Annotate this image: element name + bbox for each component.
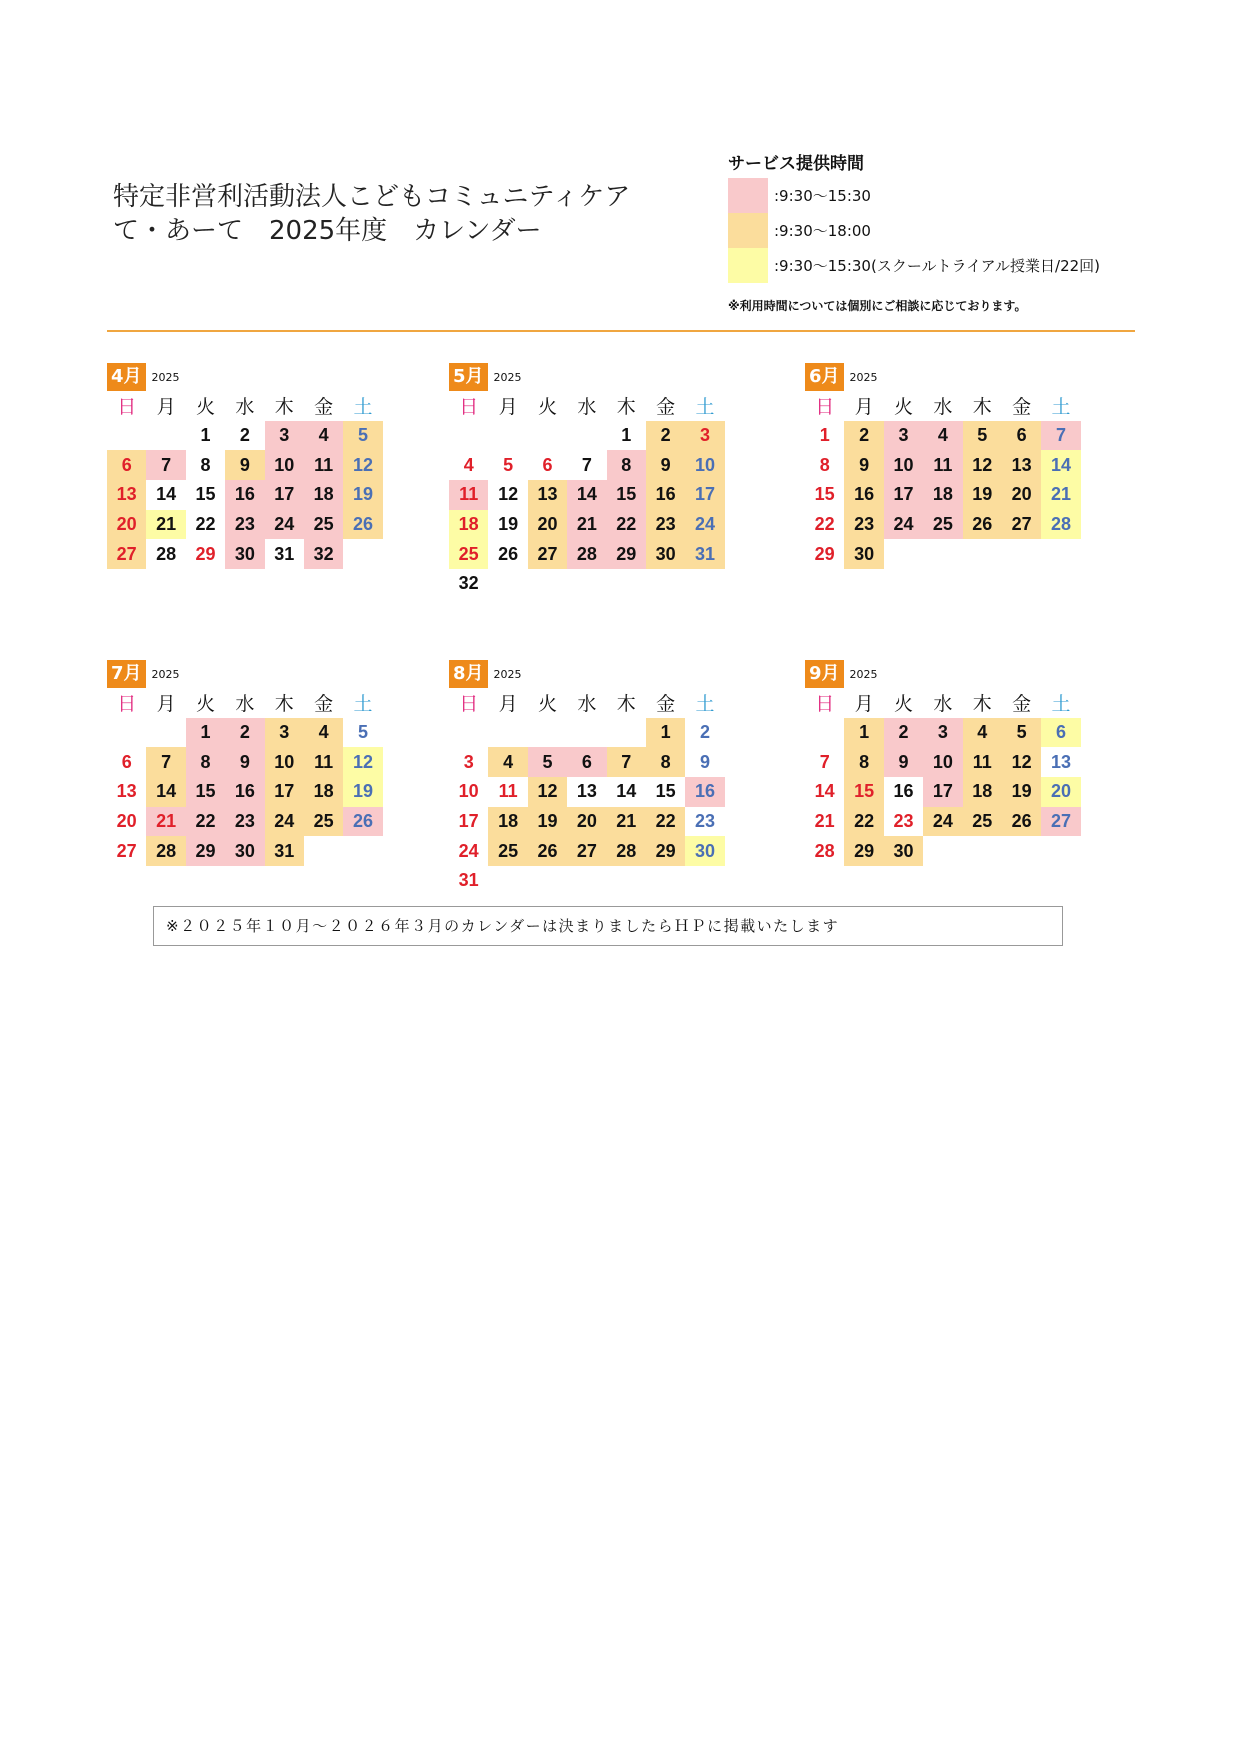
day-cell: 3 [463,751,474,772]
day-cell: 2 [884,718,923,748]
day-cell: 16 [893,781,914,802]
day-cell: 14 [156,484,177,505]
month-label: 5月 [449,363,488,391]
day-cell: 15 [186,777,225,807]
day-cell: 9 [884,747,923,777]
weekday-header: 火 [893,396,913,419]
day-cell: 26 [343,510,382,540]
day-cell: 18 [488,807,527,837]
day-cell: 10 [685,450,724,480]
day-cell: 18 [304,480,343,510]
day-cell: 31 [458,870,479,891]
day-cell: 1 [186,718,225,748]
day-cell: 16 [646,480,685,510]
day-cell: 12 [498,484,519,505]
day-cell: 12 [343,747,382,777]
weekday-header: 日 [117,396,137,419]
day-cell: 8 [607,450,646,480]
weekday-header: 水 [577,693,597,716]
day-cell: 17 [458,811,479,832]
day-cell: 9 [225,747,264,777]
calendar-grid [107,688,377,866]
weekday-header: 月 [854,396,874,419]
month-september [805,660,1075,866]
empty-cell [488,718,527,748]
empty-cell [488,421,527,451]
day-cell: 10 [458,781,479,802]
weekday-header: 金 [314,693,334,716]
empty-cell [528,421,567,451]
month-header [449,363,719,391]
empty-cell [607,718,646,748]
weekday-header: 金 [656,396,676,419]
day-cell: 32 [304,539,343,569]
day-cell: 8 [819,454,830,475]
day-cell: 13 [1002,450,1041,480]
weekday-header: 水 [577,396,597,419]
day-cell: 11 [449,480,488,510]
weekday-header: 木 [972,396,992,419]
day-cell: 29 [646,836,685,866]
legend-swatch-pink [728,178,768,213]
day-cell: 26 [1002,807,1041,837]
weekday-header: 日 [815,396,835,419]
day-cell: 16 [844,480,883,510]
weekday-header: 土 [695,396,715,419]
day-cell: 22 [195,514,216,535]
weekday-header: 火 [537,693,557,716]
month-july [107,660,377,866]
day-cell: 13 [116,781,137,802]
legend-heading: サービス提供時間 [728,154,864,174]
day-cell: 10 [265,747,304,777]
day-cell: 19 [343,480,382,510]
empty-cell [449,718,488,748]
weekday-header: 金 [656,693,676,716]
month-year: 2025 [493,668,522,681]
day-cell: 12 [963,450,1002,480]
day-cell: 15 [655,781,676,802]
day-cell: 9 [844,450,883,480]
month-label: 8月 [449,660,488,688]
day-cell: 30 [844,539,883,569]
weekday-header: 木 [274,396,294,419]
calendar-grid [805,391,1075,569]
day-cell: 8 [646,747,685,777]
day-cell: 2 [239,425,250,446]
day-cell: 21 [607,807,646,837]
day-cell: 21 [146,510,185,540]
day-cell: 14 [146,777,185,807]
month-may [449,363,719,599]
day-cell: 15 [195,484,216,505]
day-cell: 29 [607,539,646,569]
weekday-header: 土 [1051,396,1071,419]
weekday-header: 日 [815,693,835,716]
weekday-header: 土 [695,693,715,716]
day-cell: 29 [844,836,883,866]
month-june [805,363,1075,569]
day-cell: 18 [923,480,962,510]
day-cell: 29 [195,543,216,564]
weekday-header: 日 [117,693,137,716]
day-cell: 23 [893,811,914,832]
weekday-header: 月 [498,693,518,716]
empty-cell [449,421,488,451]
weekday-header: 木 [274,693,294,716]
day-cell: 24 [923,807,962,837]
month-header [107,660,377,688]
day-cell: 5 [1002,718,1041,748]
day-cell: 3 [685,421,724,451]
day-cell: 1 [819,425,830,446]
day-cell: 19 [343,777,382,807]
legend-row-pink [728,178,1148,213]
weekday-header: 土 [353,396,373,419]
day-cell: 5 [963,421,1002,451]
day-cell: 24 [265,510,304,540]
day-cell: 29 [186,836,225,866]
day-cell: 27 [107,539,146,569]
day-cell: 27 [1041,807,1080,837]
month-header [107,363,377,391]
month-april [107,363,377,569]
day-cell: 2 [646,421,685,451]
weekday-header: 火 [195,693,215,716]
weekday-header: 木 [616,396,636,419]
day-cell: 18 [449,510,488,540]
day-cell: 31 [274,543,295,564]
calendar-grid [805,688,1075,866]
day-cell: 6 [567,747,606,777]
day-cell: 9 [646,450,685,480]
day-cell: 25 [963,807,1002,837]
day-cell: 21 [146,807,185,837]
day-cell: 25 [488,836,527,866]
legend-text-orange: :9:30～18:00 [774,222,871,240]
day-cell: 21 [814,811,835,832]
weekday-header: 金 [1012,396,1032,419]
day-cell: 23 [646,510,685,540]
day-cell: 15 [814,484,835,505]
weekday-header: 水 [933,396,953,419]
day-cell: 6 [107,450,146,480]
day-cell: 20 [1002,480,1041,510]
day-cell: 3 [265,421,304,451]
day-cell: 12 [1002,747,1041,777]
day-cell: 1 [844,718,883,748]
day-cell: 17 [265,480,304,510]
day-cell: 18 [304,777,343,807]
day-cell: 24 [265,807,304,837]
empty-cell [107,421,146,451]
day-cell: 28 [156,543,177,564]
weekday-header: 水 [235,396,255,419]
day-cell: 11 [304,747,343,777]
month-year: 2025 [849,668,878,681]
weekday-header: 火 [893,693,913,716]
day-cell: 2 [225,718,264,748]
calendar-grid [449,688,719,896]
month-header [449,660,719,688]
weekday-header: 土 [353,693,373,716]
day-cell: 3 [923,718,962,748]
day-cell: 21 [567,510,606,540]
day-cell: 2 [700,722,711,743]
legend-swatch-orange [728,213,768,248]
day-cell: 25 [449,539,488,569]
weekday-header: 火 [537,396,557,419]
month-august [449,660,719,896]
day-cell: 28 [146,836,185,866]
day-cell: 11 [304,450,343,480]
weekday-header: 月 [156,693,176,716]
empty-cell [567,421,606,451]
weekday-header: 水 [933,693,953,716]
day-cell: 20 [567,807,606,837]
day-cell: 4 [488,747,527,777]
day-cell: 22 [814,514,835,535]
day-cell: 30 [884,836,923,866]
day-cell: 13 [528,480,567,510]
document-title [113,180,630,248]
day-cell: 25 [923,510,962,540]
day-cell: 4 [463,454,474,475]
day-cell: 20 [107,510,146,540]
month-year: 2025 [493,371,522,384]
day-cell: 5 [503,454,514,475]
day-cell: 10 [265,450,304,480]
calendar-grid [449,391,719,599]
day-cell: 1 [646,718,685,748]
legend-text-yellow: :9:30～15:30(スクールトライアル授業日/22回) [774,257,1101,275]
day-cell: 6 [121,751,132,772]
footer-note: ※２０２５年１０月～２０２６年３月のカレンダーは決まりましたらＨＰに掲載いたします [153,906,1063,946]
day-cell: 7 [819,751,830,772]
weekday-header: 木 [972,693,992,716]
day-cell: 29 [814,543,835,564]
empty-cell [107,718,146,748]
day-cell: 15 [844,777,883,807]
month-year: 2025 [151,668,180,681]
month-label: 9月 [805,660,844,688]
day-cell: 23 [225,510,264,540]
day-cell: 26 [498,543,519,564]
day-cell: 6 [1002,421,1041,451]
weekday-header: 月 [854,693,874,716]
weekday-header: 月 [498,396,518,419]
day-cell: 14 [567,480,606,510]
day-cell: 19 [963,480,1002,510]
day-cell: 31 [265,836,304,866]
title-line-2: て・あーて 2025年度 カレンダー [113,216,542,246]
day-cell: 28 [567,539,606,569]
month-label: 6月 [805,363,844,391]
day-cell: 10 [884,450,923,480]
day-cell: 18 [963,777,1002,807]
day-cell: 14 [616,781,637,802]
day-cell: 27 [1002,510,1041,540]
day-cell: 30 [225,539,264,569]
day-cell: 13 [1051,751,1072,772]
weekday-header: 日 [459,693,479,716]
day-cell: 22 [186,807,225,837]
day-cell: 26 [528,836,567,866]
day-cell: 9 [700,751,711,772]
day-cell: 8 [844,747,883,777]
day-cell: 12 [528,777,567,807]
day-cell: 7 [1041,421,1080,451]
day-cell: 28 [607,836,646,866]
month-label: 7月 [107,660,146,688]
day-cell: 4 [923,421,962,451]
day-cell: 11 [498,781,518,802]
day-cell: 4 [304,718,343,748]
day-cell: 19 [528,807,567,837]
day-cell: 20 [1041,777,1080,807]
weekday-header: 水 [235,693,255,716]
day-cell: 17 [685,480,724,510]
day-cell: 5 [528,747,567,777]
day-cell: 7 [581,454,592,475]
day-cell: 6 [542,454,553,475]
day-cell: 22 [646,807,685,837]
weekday-header: 日 [459,396,479,419]
weekday-header: 土 [1051,693,1071,716]
weekday-header: 木 [616,693,636,716]
day-cell: 16 [685,777,724,807]
title-line-1: 特定非営利活動法人こどもコミュニティケア [113,182,631,212]
day-cell: 27 [116,840,137,861]
day-cell: 7 [146,747,185,777]
day-cell: 19 [498,514,519,535]
day-cell: 22 [607,510,646,540]
day-cell: 20 [528,510,567,540]
legend-swatch-yellow [728,248,768,283]
day-cell: 13 [107,480,146,510]
day-cell: 27 [567,836,606,866]
month-header [805,660,1075,688]
calendar-grid [107,391,377,569]
month-year: 2025 [849,371,878,384]
header-divider [107,330,1135,332]
day-cell: 27 [528,539,567,569]
day-cell: 28 [1041,510,1080,540]
day-cell: 15 [607,480,646,510]
day-cell: 31 [685,539,724,569]
day-cell: 13 [576,781,597,802]
day-cell: 16 [225,480,264,510]
empty-cell [528,718,567,748]
day-cell: 20 [116,811,137,832]
weekday-header: 金 [314,396,334,419]
legend-row-yellow [728,248,1148,283]
day-cell: 24 [458,840,479,861]
day-cell: 22 [844,807,883,837]
weekday-header: 月 [156,396,176,419]
day-cell: 30 [646,539,685,569]
day-cell: 7 [607,747,646,777]
day-cell: 32 [458,573,479,594]
day-cell: 9 [225,450,264,480]
day-cell: 21 [1041,480,1080,510]
day-cell: 5 [343,421,382,451]
empty-cell [146,421,185,451]
weekday-header: 火 [195,396,215,419]
day-cell: 6 [1041,718,1080,748]
day-cell: 7 [146,450,185,480]
month-label: 4月 [107,363,146,391]
day-cell: 8 [186,747,225,777]
legend-row-orange [728,213,1148,248]
month-header [805,363,1075,391]
day-cell: 24 [685,510,724,540]
day-cell: 23 [225,807,264,837]
day-cell: 8 [200,454,211,475]
day-cell: 28 [814,840,835,861]
day-cell: 10 [923,747,962,777]
empty-cell [805,718,844,748]
day-cell: 11 [923,450,962,480]
day-cell: 24 [884,510,923,540]
day-cell: 23 [844,510,883,540]
legend-text-pink: :9:30～15:30 [774,187,871,205]
day-cell: 17 [265,777,304,807]
empty-cell [146,718,185,748]
day-cell: 5 [358,722,369,743]
day-cell: 30 [225,836,264,866]
day-cell: 17 [884,480,923,510]
day-cell: 25 [304,510,343,540]
day-cell: 14 [1041,450,1080,480]
legend-note: ※利用時間については個別にご相談に応じております。 [728,299,1027,313]
day-cell: 30 [685,836,724,866]
day-cell: 11 [963,747,1002,777]
day-cell: 4 [963,718,1002,748]
month-year: 2025 [151,371,180,384]
day-cell: 1 [621,425,632,446]
day-cell: 3 [884,421,923,451]
day-cell: 12 [343,450,382,480]
empty-cell [567,718,606,748]
day-cell: 4 [304,421,343,451]
day-cell: 3 [265,718,304,748]
day-cell: 25 [304,807,343,837]
day-cell: 1 [200,425,211,446]
day-cell: 26 [343,807,382,837]
day-cell: 16 [225,777,264,807]
weekday-header: 金 [1012,693,1032,716]
day-cell: 2 [844,421,883,451]
day-cell: 19 [1002,777,1041,807]
day-cell: 23 [695,811,716,832]
day-cell: 26 [963,510,1002,540]
day-cell: 14 [814,781,835,802]
service-hours-legend [728,150,1148,314]
day-cell: 17 [923,777,962,807]
